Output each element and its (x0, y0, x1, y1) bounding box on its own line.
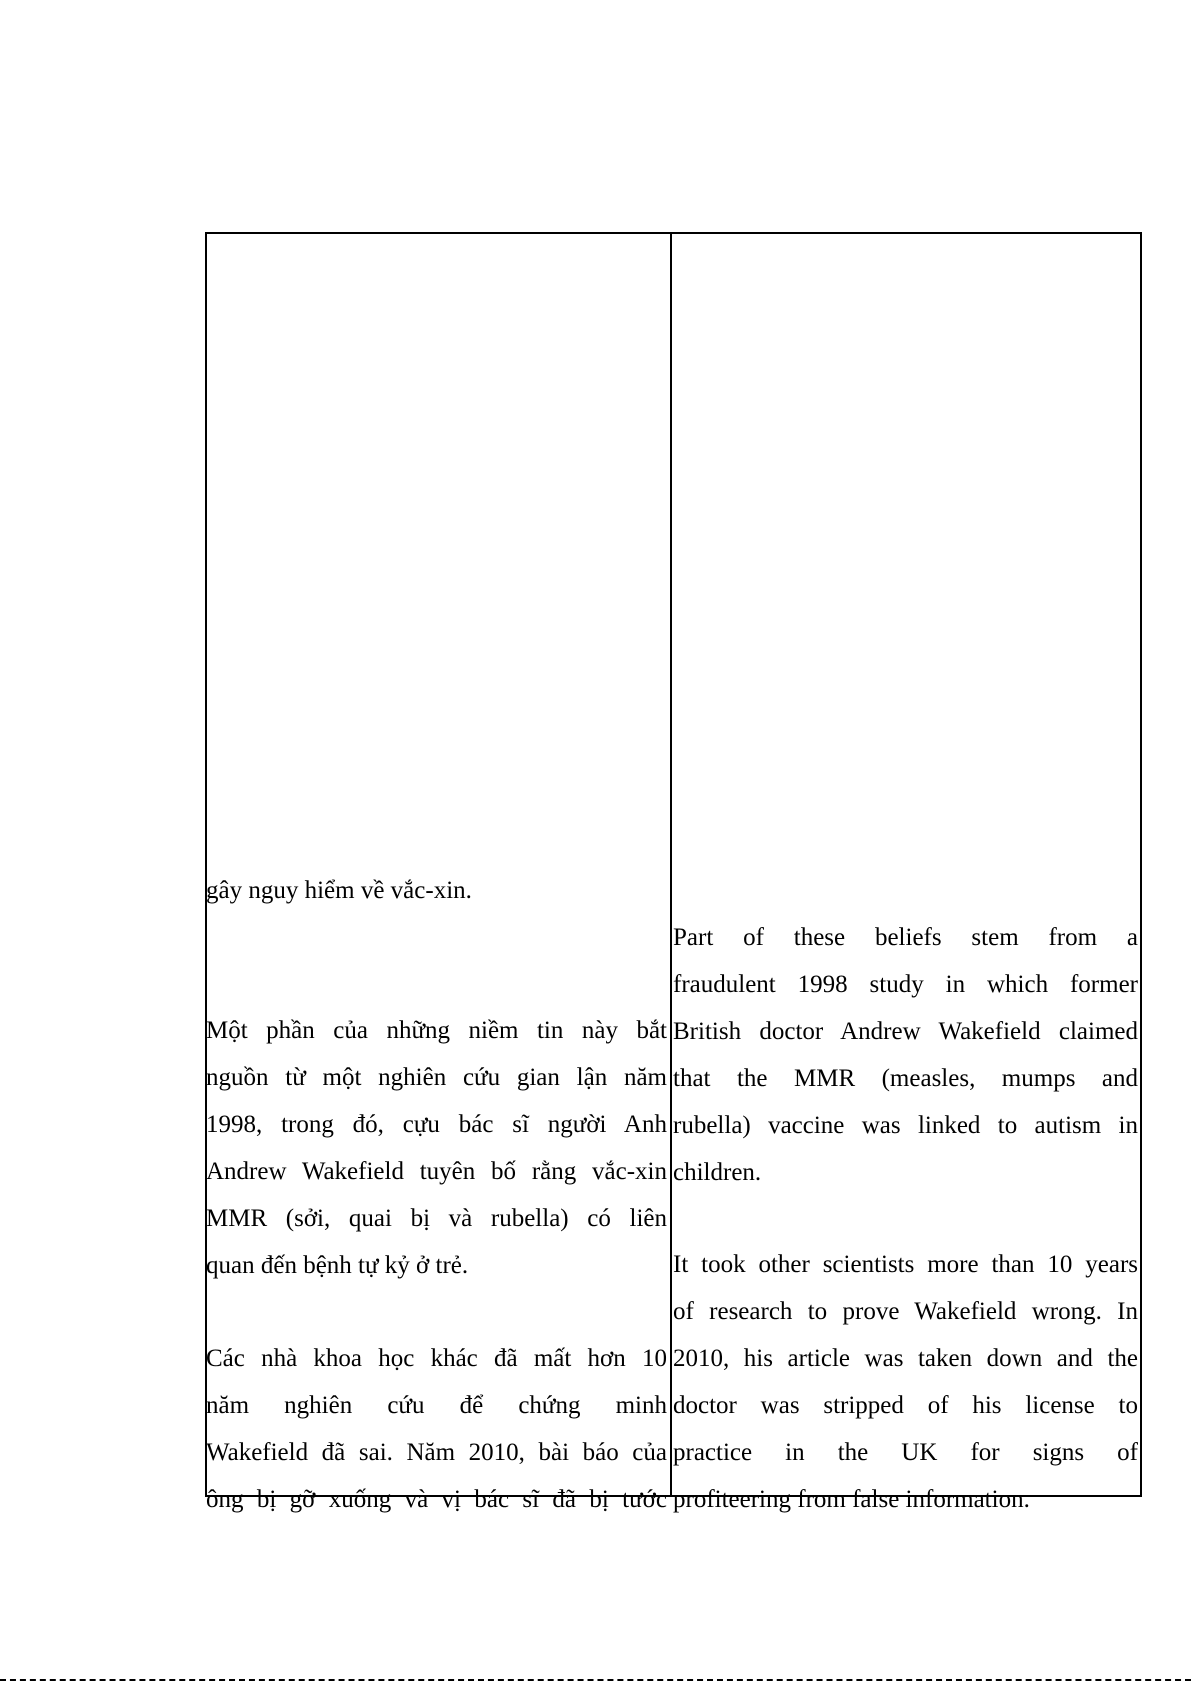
left-p1-line: nguồn từ một nghiên cứu gian lận năm (206, 1064, 667, 1091)
left-paragraph-1 (206, 1007, 667, 1289)
left-p2-line: ông bị gỡ xuống và vị bác sĩ đã bị tước (206, 1486, 667, 1513)
right-p2-line: doctor was stripped of his license to (673, 1392, 1138, 1419)
left-column (206, 867, 667, 914)
left-p1-line: quan đến bệnh tự kỷ ở trẻ. (206, 1252, 469, 1279)
right-p2-line: 2010, his article was taken down and the (673, 1345, 1138, 1372)
left-p1-line: 1998, trong đó, cựu bác sĩ người Anh (206, 1111, 667, 1138)
right-p1-line: Part of these beliefs stem from a (673, 924, 1138, 951)
left-p1-line: MMR (sởi, quai bị và rubella) có liên (206, 1205, 667, 1232)
right-p2-line: It took other scientists more than 10 years (673, 1251, 1138, 1278)
right-p1-line: fraudulent 1998 study in which former (673, 971, 1138, 998)
left-p1-line: Andrew Wakefield tuyên bố rằng vắc-xin (206, 1158, 667, 1185)
right-paragraph-1 (673, 914, 1138, 1196)
right-p1-line: British doctor Andrew Wakefield claimed (673, 1018, 1138, 1045)
column-divider (670, 232, 672, 1497)
left-fragment: gây nguy hiểm về vắc-xin. (206, 877, 472, 904)
left-paragraph-2 (206, 1335, 667, 1523)
left-p2-line: Các nhà khoa học khác đã mất hơn 10 (206, 1345, 667, 1372)
page-bottom-rule (0, 1679, 1191, 1681)
left-p2-line: năm nghiên cứu để chứng minh (206, 1392, 667, 1419)
right-p2-line: profiteering from false information. (673, 1486, 1030, 1513)
right-paragraph-2 (673, 1241, 1138, 1523)
right-p2-line: of research to prove Wakefield wrong. In (673, 1298, 1138, 1325)
left-p1-line: Một phần của những niềm tin này bắt (206, 1017, 667, 1044)
left-p2-line: Wakefield đã sai. Năm 2010, bài báo của (206, 1439, 667, 1466)
right-p1-line: that the MMR (measles, mumps and (673, 1065, 1138, 1092)
right-p2-line: practice in the UK for signs of (673, 1439, 1138, 1466)
right-p1-line: rubella) vaccine was linked to autism in (673, 1112, 1138, 1139)
right-p1-line: children. (673, 1159, 762, 1186)
